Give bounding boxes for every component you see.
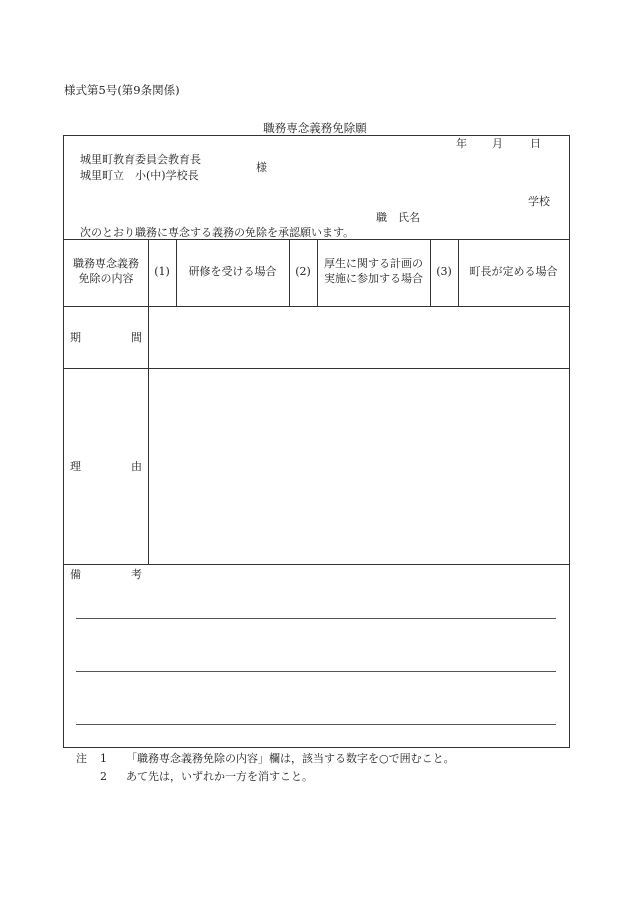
note-2: 2 あて先は，いずれか一方を消すこと。 bbox=[100, 770, 313, 783]
exemption-content-label: 職務専念義務 免除の内容 bbox=[73, 257, 139, 285]
application-form-table bbox=[63, 135, 570, 748]
option-1-number[interactable]: (1) bbox=[154, 265, 170, 278]
remarks-line-2[interactable] bbox=[76, 671, 556, 672]
reason-label: 理 由 bbox=[70, 460, 142, 473]
option-2-welfare-plan: 厚生に関する計画の 実施に参加する場合 bbox=[324, 257, 423, 285]
form-title: 職務専念義務免除願 bbox=[263, 121, 367, 135]
remarks-line-1[interactable] bbox=[76, 618, 556, 619]
honorific-sama: 様 bbox=[256, 161, 267, 174]
option-3-number[interactable]: (3) bbox=[436, 265, 452, 278]
request-statement: 次のとおり職務に専念する義務の免除を承認願います。 bbox=[80, 226, 355, 239]
period-input-area[interactable] bbox=[149, 307, 569, 368]
date-day-label: 日 bbox=[530, 137, 541, 150]
remarks-line-3[interactable] bbox=[76, 724, 556, 725]
note-1: 注 1 「職務専念義務免除の内容」欄は，該当する数字を○で囲むこと。 bbox=[76, 752, 455, 765]
date-month-label: 月 bbox=[492, 137, 503, 150]
option-3-mayor-specified: 町長が定める場合 bbox=[469, 265, 558, 278]
form-number: 様式第5号(第9条関係) bbox=[64, 83, 180, 97]
option-2-number[interactable]: (2) bbox=[295, 265, 311, 278]
applicant-name-label: 職 氏名 bbox=[376, 211, 420, 224]
note-prefix: 注 bbox=[76, 752, 87, 765]
addressee-education-superintendent: 城里町教育委員会教育長 bbox=[80, 153, 201, 166]
addressee-school-principal: 城里町立 小(中)学校長 bbox=[80, 169, 199, 182]
reason-input-area[interactable] bbox=[149, 369, 569, 564]
option-1-training: 研修を受ける場合 bbox=[188, 265, 277, 278]
remarks-label: 備 考 bbox=[70, 568, 142, 581]
date-year-label: 年 bbox=[456, 137, 467, 150]
school-label: 学校 bbox=[528, 195, 550, 208]
period-label: 期 間 bbox=[70, 331, 142, 344]
